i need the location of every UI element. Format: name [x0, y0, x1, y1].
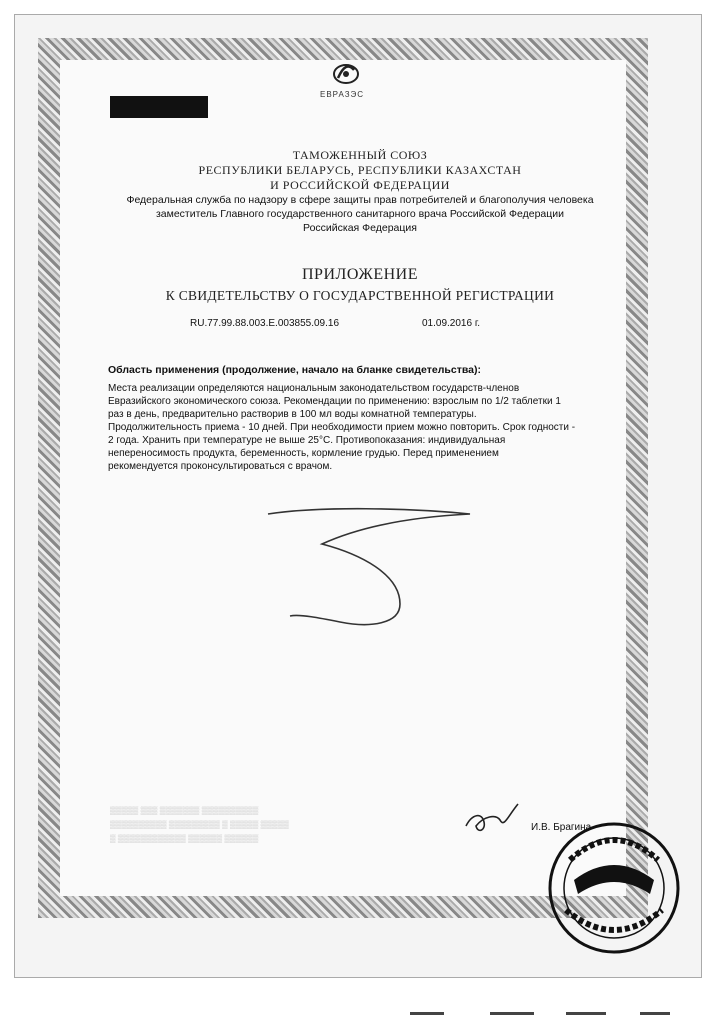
handwritten-signature-icon: [260, 504, 620, 634]
signer-signature-icon: [460, 796, 524, 842]
scan-mark: [566, 1012, 606, 1015]
republics-heading: РЕСПУБЛИКИ БЕЛАРУСЬ, РЕСПУБЛИКИ КАЗАХСТАН: [198, 163, 522, 177]
appendix-title: ПРИЛОЖЕНИЕ: [301, 266, 418, 283]
registration-date: 01.09.2016 г.: [422, 318, 481, 329]
scan-mark: [410, 1012, 444, 1015]
registration-number: RU.77.99.88.003.E.003855.09.16: [190, 318, 340, 329]
scope-heading: Область применения (продолжение, начало на бланке свидетельства):: [108, 364, 481, 376]
body-line: Продолжительность приема - 10 дней. При необходимости прием можно повторить. Срок годности -: [108, 422, 576, 433]
scan-mark: [490, 1012, 534, 1015]
scan-mark: [640, 1012, 670, 1015]
body-line: 2 года. Хранить при температуре не выше 25°С. Противопоказания: индивидуальная: [108, 435, 506, 446]
body-line: раз в день, предварительно растворив в 100 мл воды комнатной температуры.: [108, 409, 477, 420]
signer-name: И.В. Брагина: [531, 822, 592, 833]
russia-heading: И РОССИЙСКОЙ ФЕДЕРАЦИИ: [270, 178, 450, 192]
appendix-subtitle: К СВИДЕТЕЛЬСТВУ О ГОСУДАРСТВЕННОЙ РЕГИСТРАЦИИ: [165, 288, 555, 303]
body-line: Места реализации определяются национальным законодательством государств-членов: [108, 383, 520, 394]
faded-footer-text: ▒▒▒▒▒▒▒▒▒▒ ▒▒▒▒▒▒▒▒▒ ▒ ▒▒▒▒▒ ▒▒▒▒▒: [110, 820, 289, 829]
body-line: непереносимость продукта, беременность, кормление грудью. Перед применением: [108, 448, 499, 459]
round-seal-icon: [546, 820, 682, 956]
faded-footer-text: ▒▒▒▒▒ ▒▒▒ ▒▒▒▒▒▒▒ ▒▒▒▒▒▒▒▒▒▒: [110, 806, 259, 815]
country-name: Российская Федерация: [303, 222, 417, 234]
body-line: рекомендуется проконсультироваться с врачом.: [108, 461, 333, 472]
redacted-block: [110, 96, 208, 118]
service-name: Федеральная служба по надзору в сфере защиты прав потребителей и благополучия человека: [126, 194, 594, 206]
body-line: Евразийского экономического союза. Рекомендации по применению: взрослым по 1/2 таблетки 1: [108, 396, 561, 407]
emblem-label: ЕВРАЗЭС: [320, 90, 365, 99]
faded-footer-text: ▒ ▒▒▒▒▒▒▒▒▒▒▒▒ ▒▒▒▒▒▒ ▒▒▒▒▒▒: [110, 834, 259, 843]
deputy-title: заместитель Главного государственного санитарного врача Российской Федерации: [155, 208, 565, 220]
customs-union-heading: ТАМОЖЕННЫЙ СОЮЗ: [292, 148, 428, 162]
